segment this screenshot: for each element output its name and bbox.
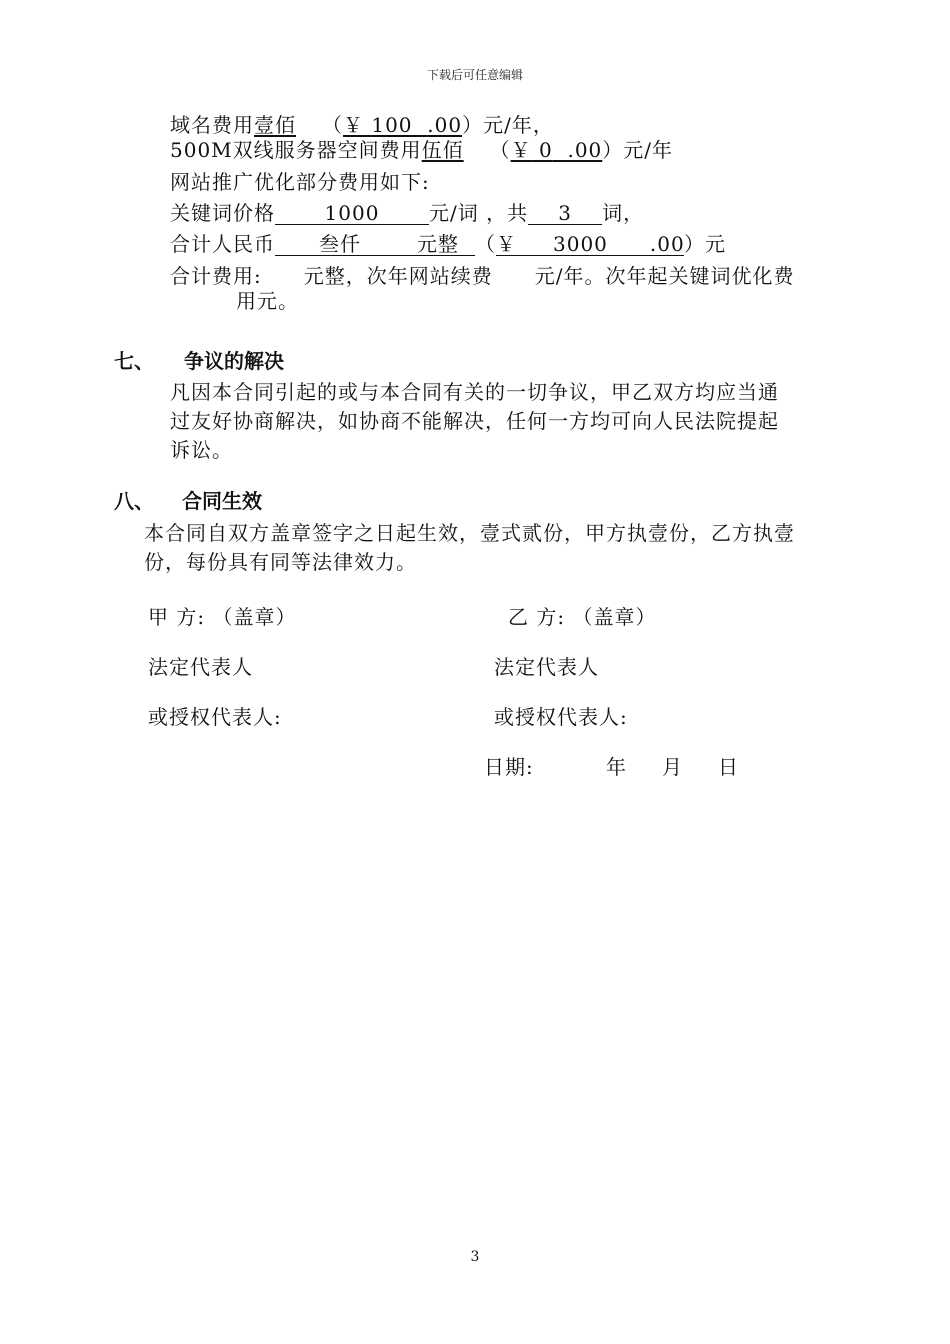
party-a-authorized-rep: 或授权代表人: bbox=[148, 705, 282, 729]
open-paren: （ bbox=[489, 138, 511, 162]
page-header: 下载后可任意编辑 bbox=[426, 68, 523, 82]
party-b-seal: 乙 方: （盖章） bbox=[508, 605, 657, 629]
total-rmb-amount: 3000 bbox=[553, 232, 608, 256]
section-8-line: 本合同自双方盖章签字之日起生效，壹式贰份，甲方执壹份，乙方执壹 bbox=[144, 521, 795, 545]
yen-sign: ￥ bbox=[496, 232, 517, 256]
section-7-line: 凡因本合同引起的或与本合同有关的一切争议，甲乙双方均应当通 bbox=[170, 380, 779, 404]
total-rmb-amount-words: 叁仟 bbox=[319, 232, 361, 256]
server-fee-decimal: .00 bbox=[567, 138, 603, 162]
domain-fee-figure bbox=[343, 113, 462, 137]
total-rmb-unit: 元整 bbox=[417, 232, 459, 256]
server-fee-label: 500M双线服务器空间费用 bbox=[170, 138, 422, 162]
section-8-title: 合同生效 bbox=[182, 489, 262, 513]
section-7-line: 诉讼。 bbox=[170, 438, 233, 462]
keyword-count-value: 3 bbox=[528, 202, 602, 225]
open-paren: （ bbox=[475, 232, 496, 256]
total-fee-line: 合计费用: 元整，次年网站续费 元/年。次年起关键词优化费 bbox=[170, 264, 795, 288]
domain-fee-suffix: ）元/年， bbox=[462, 113, 554, 137]
date-label: 日期: bbox=[484, 755, 534, 779]
section-7-body bbox=[170, 378, 836, 465]
server-fee-line bbox=[170, 138, 673, 162]
party-a-legal-rep: 法定代表人 bbox=[148, 655, 253, 679]
domain-fee-amount-words: 壹佰 bbox=[254, 113, 296, 137]
yen-sign: ￥ bbox=[510, 138, 532, 162]
section-7-line: 过友好协商解决，如协商不能解决，任何一方均可向人民法院提起 bbox=[170, 409, 779, 433]
date-month: 月 bbox=[662, 755, 683, 779]
server-fee-amount: 0 bbox=[539, 138, 553, 162]
section-8-number: 八、 bbox=[114, 489, 154, 513]
domain-fee-label: 域名费用 bbox=[170, 113, 254, 137]
open-paren: （ bbox=[322, 113, 343, 137]
domain-fee-amount: 100 bbox=[371, 113, 413, 137]
keyword-price-label: 关键词价格 bbox=[170, 201, 275, 225]
domain-fee-decimal: .00 bbox=[427, 113, 463, 137]
total-rmb-figure bbox=[496, 233, 684, 256]
party-b-legal-rep: 法定代表人 bbox=[494, 655, 599, 679]
domain-fee-line bbox=[170, 113, 554, 137]
total-rmb-decimal: .00 bbox=[649, 232, 685, 256]
date-day: 日 bbox=[718, 755, 739, 779]
yen-sign: ￥ bbox=[343, 113, 364, 137]
total-rmb-suffix: ）元 bbox=[684, 232, 726, 256]
section-7-title: 争议的解决 bbox=[184, 349, 284, 373]
keyword-price-value: 1000 bbox=[275, 202, 429, 225]
party-b-authorized-rep: 或授权代表人: bbox=[494, 705, 628, 729]
section-8-body bbox=[144, 519, 836, 577]
server-fee-figure bbox=[511, 138, 603, 162]
total-fee-line-continuation: 用元。 bbox=[236, 289, 299, 313]
keyword-count-unit: 词， bbox=[602, 201, 645, 225]
total-rmb-words-field bbox=[275, 233, 475, 256]
total-rmb-line bbox=[170, 232, 726, 256]
keyword-price-line bbox=[170, 201, 644, 225]
promo-intro: 网站推广优化部分费用如下: bbox=[170, 170, 430, 194]
section-8-line: 份，每份具有同等法律效力。 bbox=[144, 550, 417, 574]
server-fee-suffix: ）元/年 bbox=[602, 138, 674, 162]
date-year: 年 bbox=[606, 755, 627, 779]
section-7-number: 七、 bbox=[114, 349, 154, 373]
server-fee-amount-words: 伍佰 bbox=[421, 138, 464, 162]
total-rmb-label: 合计人民币 bbox=[170, 232, 275, 256]
party-a-seal: 甲 方: （盖章） bbox=[148, 605, 297, 629]
page-number: 3 bbox=[470, 1249, 480, 1265]
keyword-price-unit: 元/词 ，共 bbox=[429, 201, 529, 225]
